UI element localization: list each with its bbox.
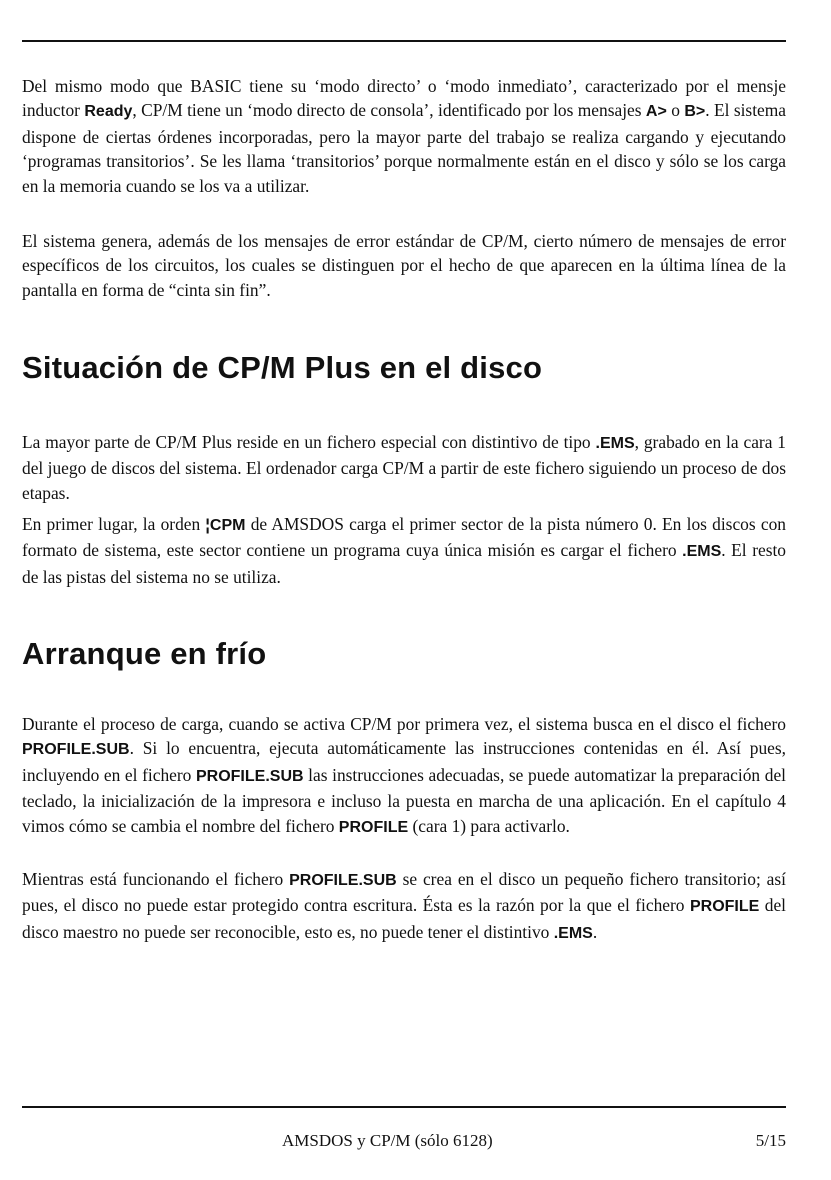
prompt-b: B> [684,103,706,121]
ready-prompt: Ready [84,103,133,121]
section-heading-arranque: Arranque en frío [22,636,267,671]
top-rule [22,40,786,42]
profile-sub-file: PROFILE.SUB [195,767,304,785]
intro-paragraph-2: El sistema genera, además de los mensajes de error estándar de CP/M, cierto número de mensajes de error específicos de los circuitos, los cuales se distinguen por el hecho de que aparecen en la última línea de la pantalla en forma de “cinta sin fin”. [22,231,786,300]
cpm-command: ¦CPM [205,517,246,534]
section2-paragraph-2: Mientras está funcionando el fichero PROFILE.SUB se crea en el disco un pequeño fichero transitorio; así pues, el disco no puede estar protegido contra escritura. Ésta es la razón por la que el fichero PROFILE del disco maestro no puede ser reconocible, esto es, no puede tener el distintivo .EMS. [22,869,787,942]
profile-file: PROFILE [338,818,409,836]
profile-sub-file: PROFILE.SUB [289,872,397,889]
section-heading-situacion: Situación de CP/M Plus en el disco [22,350,543,385]
prompt-a: A> [645,103,667,121]
page-footer [22,1131,786,1155]
section2-paragraph-1: Durante el proceso de carga, cuando se activa CP/M por primera vez, el sistema busca en el disco el fichero PROFILE.SUB. Si lo encuentra, ejecuta automáticamente las instrucciones contenidas en él. Así pues, incluyendo en el fichero PROFILE.SUB las instrucciones adecuadas, se puede automatizar la preparación del teclado, la inicialización de la impresora e incluso la puesta en marcha de una aplicación. En el capítulo 4 vimos cómo se cambia el nombre del fichero PROFILE (cara 1) para activarlo. [22,714,786,836]
footer-title: AMSDOS y CP/M (sólo 6128) [282,1131,493,1150]
section1-paragraph-2: En primer lugar, la orden ¦CPM de AMSDOS carga el primer sector de la pista número 0. En los discos con formato de sistema, este sector contiene un programa cuya única misión es cargar el fichero .EMS. El resto de las pistas del sistema no se utiliza. [22,514,786,587]
page-number: 5/15 [755,1131,786,1150]
ems-extension: .EMS [595,435,635,452]
ems-extension: .EMS [682,543,722,561]
ems-extension: .EMS [553,924,593,942]
profile-sub-file: PROFILE.SUB [22,741,130,759]
profile-file: PROFILE [689,898,760,916]
bottom-rule [22,1106,786,1108]
intro-paragraph-1: Del mismo modo que BASIC tiene su ‘modo directo’ o ‘modo inmediato’, caracterizado por el mensje inductor Ready, CP/M tiene un ‘modo directo de consola’, identificado por los mensajes A> o B>. El sistema dispone de ciertas órdenes incorporadas, pero la mayor parte del trabajo se realiza cargando y ejecutando ‘programas transitorios’. Se les llama ‘transitorios’ porque normalmente están en el disco y sólo se los carga en la memoria cuando se los va a utilizar. [22,76,786,196]
section1-paragraph-1: La mayor parte de CP/M Plus reside en un fichero especial con distintivo de tipo .EMS, grabado en la cara 1 del juego de discos del sistema. El ordenador carga CP/M a partir de este fichero siguiendo un proceso de dos etapas. [22,432,786,503]
